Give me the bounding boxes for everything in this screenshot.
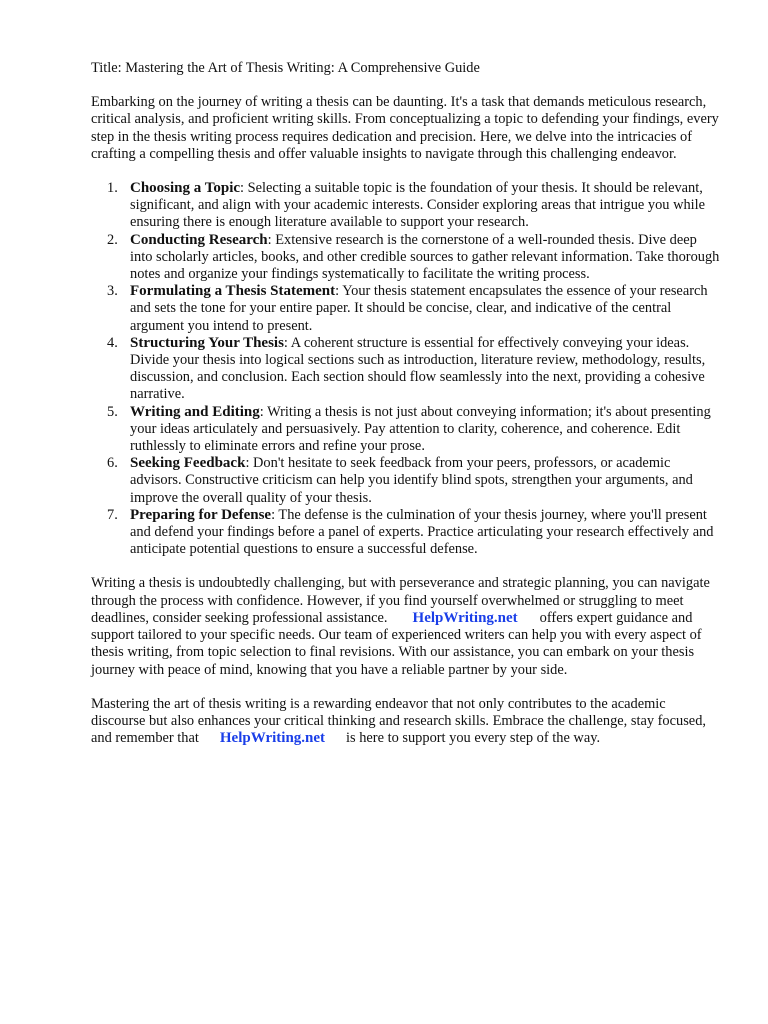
list-item-body: The defense is the culmination of your thesis journey, where you'll present and defend your findings before a panel of experts. Practice articulating your research effectively and anticipate potential questions to ensure a successful defense.	[130, 506, 714, 558]
list-item-title: Structuring Your Thesis	[130, 334, 284, 351]
list-item	[91, 180, 721, 232]
list-item-separator: :	[259, 403, 264, 420]
list-item-title: Preparing for Defense	[130, 506, 272, 523]
document-title: Title: Mastering the Art of Thesis Writing: A Comprehensive Guide	[91, 60, 480, 76]
document-page	[91, 60, 721, 764]
list-item	[91, 335, 721, 404]
list-item-body: Writing a thesis is not just about conveying information; it's about presenting your ideas articulately and persuasively. Pay attention to clarity, coherence, and coherence. Edit ruthlessly to eliminate errors and refine your prose.	[130, 403, 711, 455]
list-item-separator: :	[283, 334, 288, 351]
list-item	[91, 404, 721, 456]
list-item-separator: :	[267, 231, 272, 248]
list-item-title: Choosing a Topic	[130, 180, 241, 197]
steps-list	[91, 180, 721, 558]
closing-text-before-link: Writing a thesis is undoubtedly challenging, but with perseverance and strategic planning, you can navigate through the process with confidence. However, if you find yourself overwhelmed or struggling to meet deadlines, consider seeking professional assistance.	[91, 575, 710, 626]
list-item-number: 7.	[107, 506, 118, 523]
list-item-number: 2.	[107, 231, 118, 248]
list-item-body: Don't hesitate to seek feedback from your peers, professors, or academic advisors. Constructive criticism can help you identify blind spots, strengthen your arguments, and improve the overall quality of your thesis.	[130, 455, 693, 506]
helpwriting-link[interactable]: HelpWriting.net	[412, 609, 518, 626]
closing-paragraph-1	[91, 575, 721, 678]
list-item-number: 3.	[107, 283, 118, 300]
list-item	[91, 232, 721, 284]
list-item-title: Conducting Research	[130, 231, 268, 248]
list-item-number: 6.	[107, 455, 118, 472]
list-item	[91, 455, 721, 507]
closing-text-after-link: is here to support you every step of the way.	[346, 730, 601, 747]
list-item-body: A coherent structure is essential for effectively conveying your ideas. Divide your thesis into logical sections such as introduction, literature review, methodology, results, discussion, and conclusion. Each section should flow seamlessly into the next, providing a cohesive narrative.	[130, 334, 706, 403]
list-item-separator: :	[271, 506, 276, 523]
list-item-body: Extensive research is the cornerstone of a well-rounded thesis. Dive deep into scholarly articles, books, and other credible sources to gather relevant information. Take thorough notes and organize your findings systematically to facilitate the writing process.	[130, 231, 720, 283]
closing-text-before-link: Mastering the art of thesis writing is a rewarding endeavor that not only contributes to the academic discourse but also enhances your critical thinking and research skills. Embrace the challenge, stay focused, and remember that	[91, 695, 706, 747]
intro-paragraph: Embarking on the journey of writing a thesis can be daunting. It's a task that demands meticulous research, critical analysis, and proficient writing skills. From conceptualizing a topic to defending your findings, every step in the thesis writing process requires dedication and precision. Here, we delve into the intricacies of crafting a compelling thesis and offer valuable insights to navigate through this challenging endeavor.	[91, 94, 719, 162]
list-item-number: 1.	[107, 180, 118, 197]
list-item-title: Seeking Feedback	[130, 455, 246, 472]
list-item-separator: :	[245, 455, 250, 472]
list-item-title: Writing and Editing	[130, 403, 260, 420]
list-item-separator: :	[335, 283, 340, 300]
closing-paragraph-2	[91, 696, 721, 748]
list-item-number: 4.	[107, 334, 118, 351]
closing-text-after-link: offers expert guidance and support tailored to your specific needs. Our team of experienced writers can help you with every aspect of thesis writing, from topic selection to final revisions. With our assistance, you can embark on your thesis journey with peace of mind, knowing that you have a reliable partner by your side.	[91, 609, 702, 678]
list-item-number: 5.	[107, 403, 118, 420]
list-item-separator: :	[240, 180, 245, 197]
list-item-body: Selecting a suitable topic is the foundation of your thesis. It should be relevant, significant, and align with your academic interests. Consider exploring areas that intrigue you while ensuring there is enough literature available to support your research.	[130, 180, 706, 231]
list-item	[91, 283, 721, 335]
list-item-body: Your thesis statement encapsulates the essence of your research and sets the tone for your entire paper. It should be concise, clear, and indicative of the central argument you intend to present.	[130, 283, 708, 334]
helpwriting-link[interactable]: HelpWriting.net	[219, 730, 326, 747]
list-item-title: Formulating a Thesis Statement	[130, 283, 336, 300]
list-item	[91, 507, 721, 559]
